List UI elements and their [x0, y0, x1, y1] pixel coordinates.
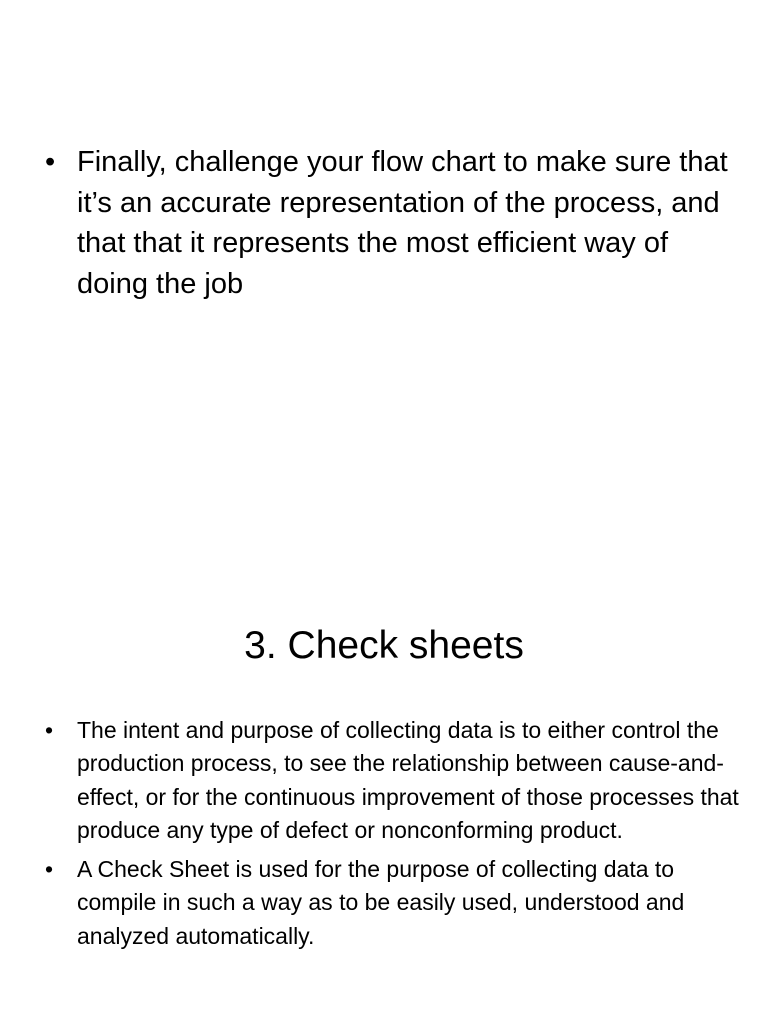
bullet-marker: • — [45, 717, 54, 743]
bullet-text: Finally, challenge your flow chart to make sure that it’s an accurate representation of the process, and that that it represents the most efficient way of doing the job — [77, 146, 728, 300]
bullet-item — [45, 853, 745, 953]
bullet-item — [45, 142, 745, 304]
bullet-item — [45, 714, 745, 847]
slide-title: 3. Check sheets — [244, 624, 524, 667]
slide-check-sheets — [0, 512, 768, 1024]
bullet-list — [45, 714, 745, 959]
bullet-marker: • — [45, 856, 54, 883]
bullet-list — [45, 142, 745, 304]
bullet-text: The intent and purpose of collecting data is to either control the production process, to see the relationship between cause-and-effect, or for the continuous improvement of those processes that produce any type of defect or nonconforming product. — [77, 717, 739, 843]
bullet-text: A Check Sheet is used for the purpose of collecting data to compile in such a way as to be easily used, understood and analyzed automatically. — [77, 856, 685, 949]
bullet-marker: • — [45, 146, 56, 178]
